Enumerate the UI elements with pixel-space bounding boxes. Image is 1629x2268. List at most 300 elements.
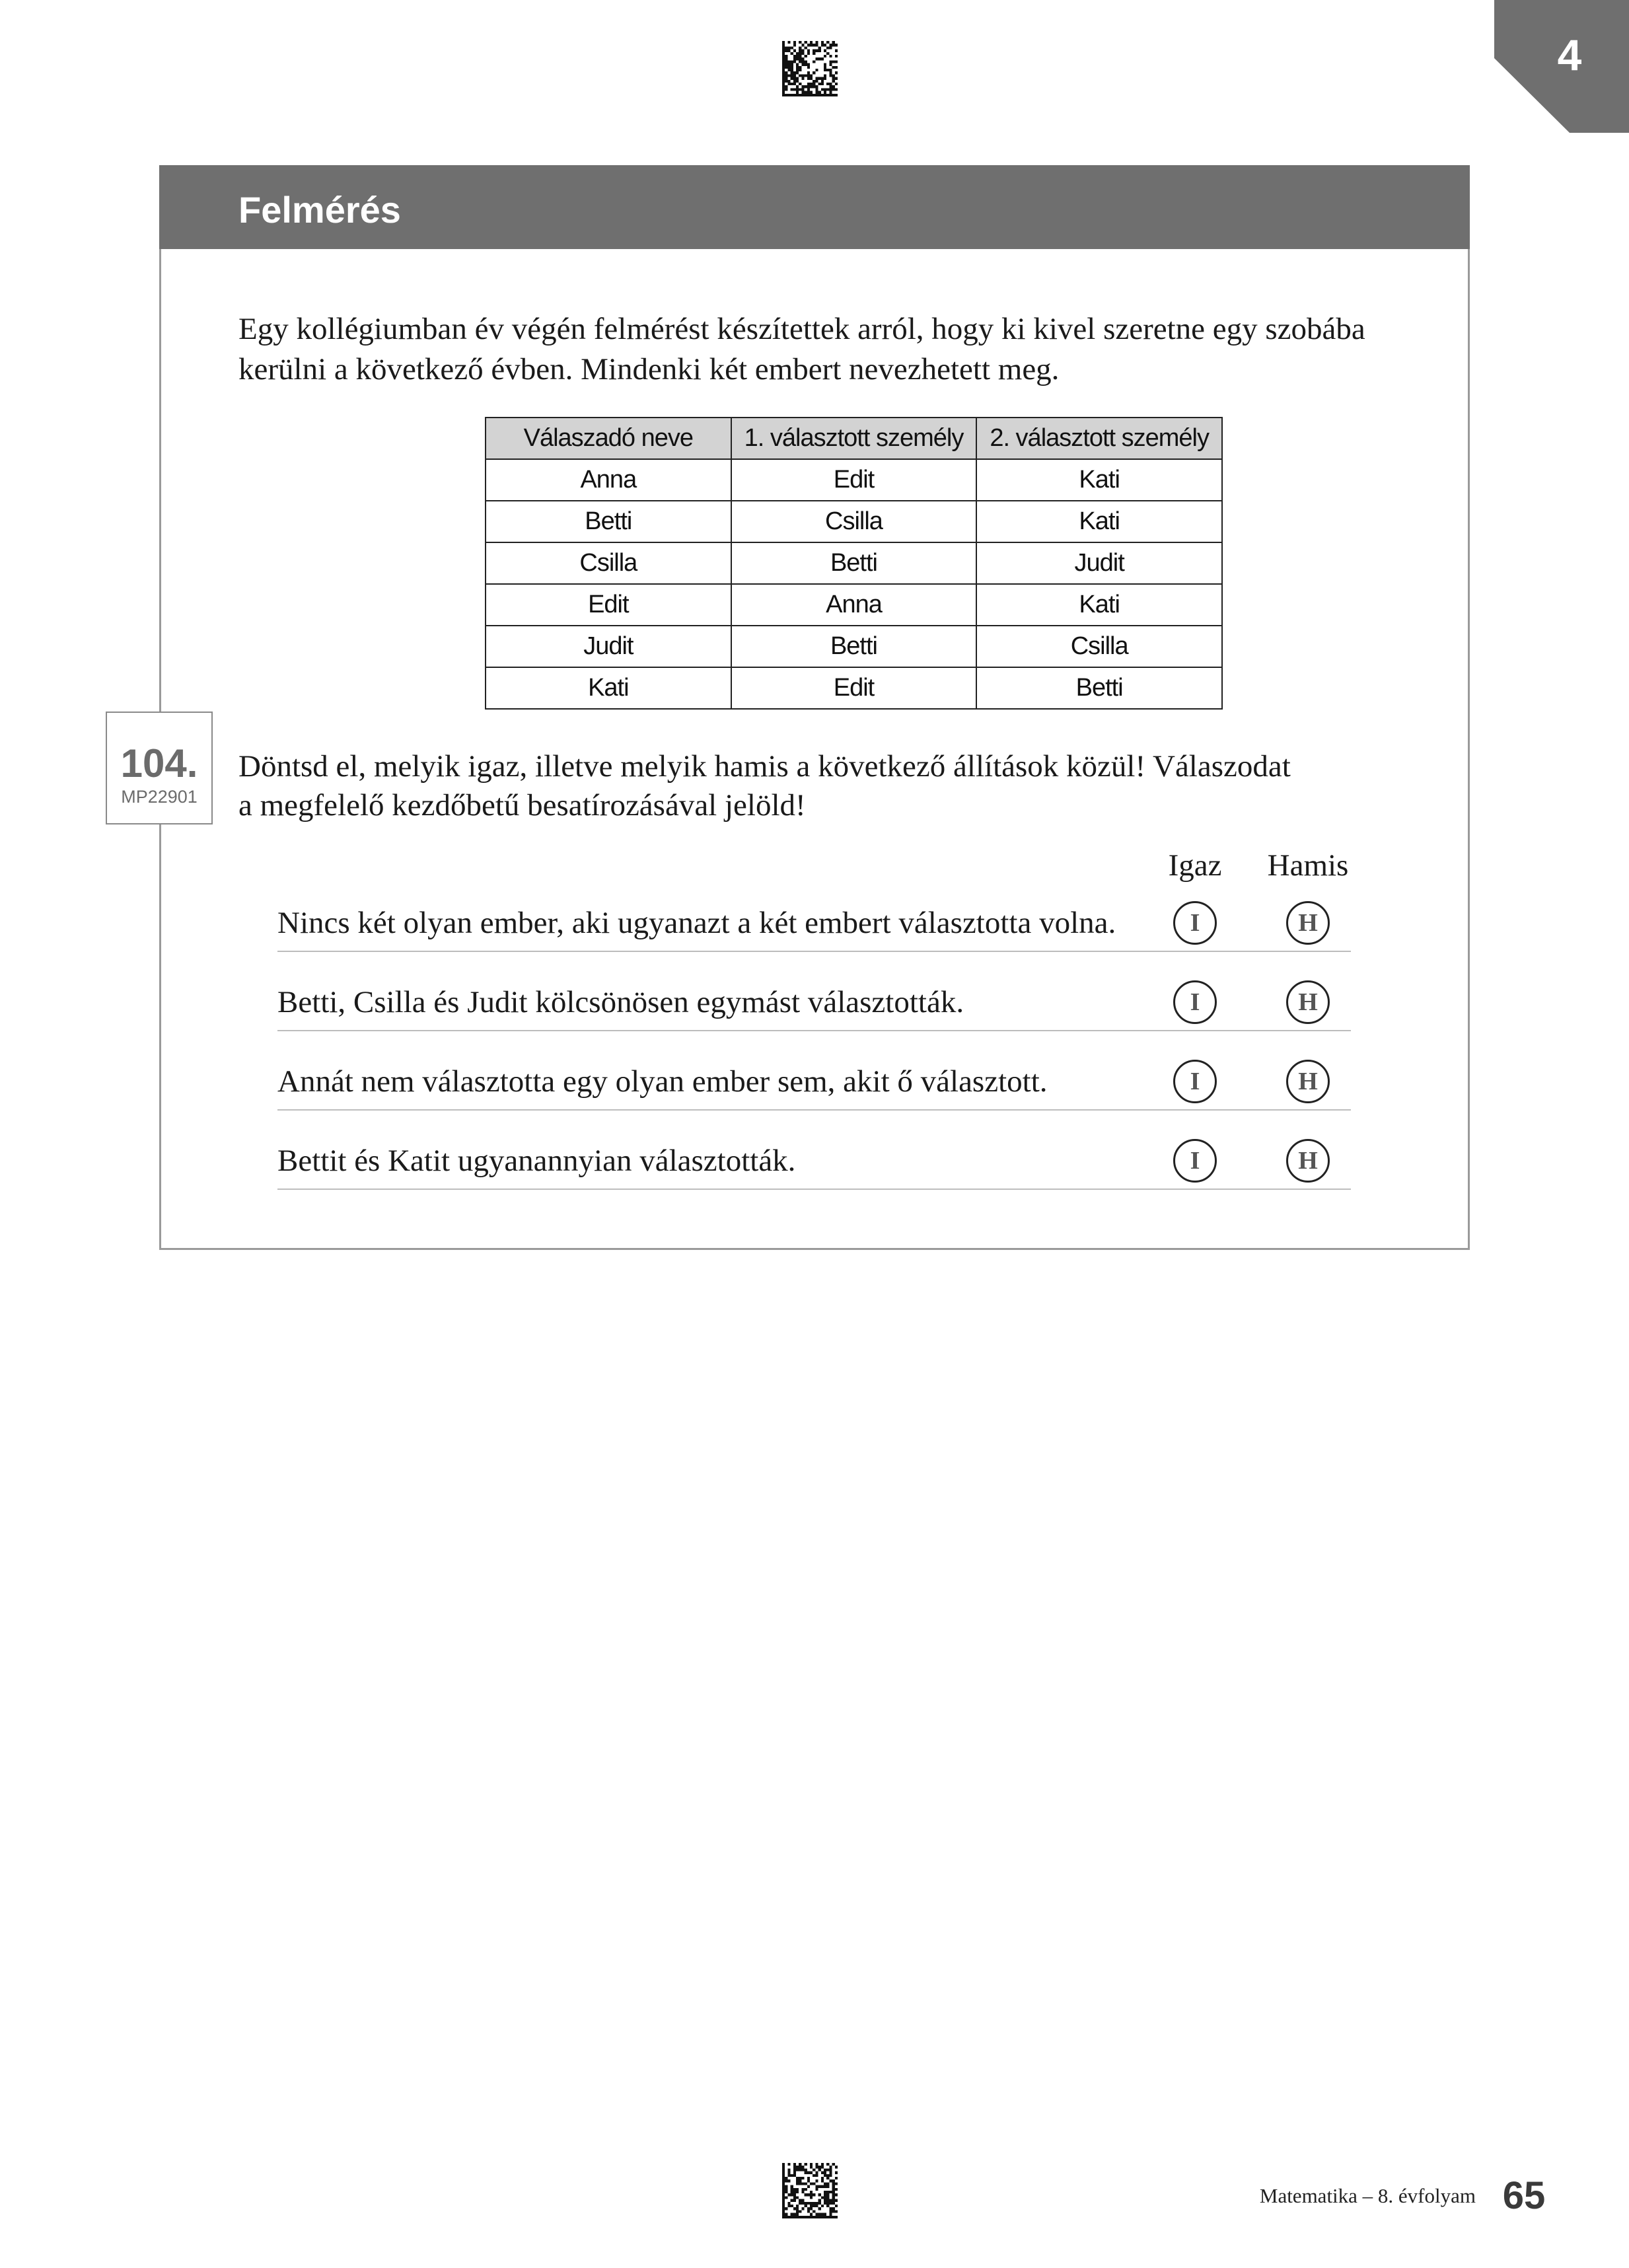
- matrix-module: [835, 2210, 838, 2213]
- datamatrix-graphic: [782, 2163, 838, 2218]
- matrix-module: [785, 63, 787, 66]
- matrix-module: [807, 52, 810, 55]
- matrix-module: [805, 2216, 807, 2218]
- matrix-module: [801, 2166, 804, 2168]
- matrix-module: [829, 2191, 832, 2193]
- matrix-module: [793, 2216, 796, 2218]
- matrix-module: [826, 2163, 829, 2166]
- matrix-module: [791, 71, 793, 74]
- matrix-module: [782, 2179, 785, 2182]
- table-cell: Kati: [486, 667, 731, 709]
- matrix-module: [807, 66, 810, 69]
- matrix-module: [782, 46, 785, 49]
- matrix-module: [821, 2177, 824, 2179]
- matrix-module: [821, 2172, 824, 2174]
- matrix-module: [801, 2188, 804, 2191]
- matrix-module: [782, 2168, 785, 2171]
- matrix-module: [801, 2191, 804, 2193]
- matrix-module: [782, 71, 785, 74]
- matrix-module: [826, 88, 829, 91]
- matrix-module: [829, 2174, 832, 2177]
- matrix-module: [821, 2196, 824, 2199]
- table-cell: Kati: [976, 584, 1222, 626]
- matrix-module: [785, 2185, 787, 2188]
- matrix-module: [807, 2216, 810, 2218]
- matrix-module: [835, 2205, 838, 2207]
- matrix-module: [829, 85, 832, 88]
- matrix-module: [824, 2182, 826, 2185]
- matrix-module: [824, 69, 826, 71]
- matrix-module: [818, 46, 821, 49]
- matrix-module: [829, 74, 832, 77]
- table-cell: Edit: [731, 667, 977, 709]
- matrix-module: [815, 80, 818, 83]
- matrix-module: [801, 2202, 804, 2205]
- matrix-module: [835, 2193, 838, 2196]
- false-option-letter: H: [1298, 909, 1318, 937]
- matrix-module: [815, 41, 818, 44]
- matrix-module: [818, 83, 821, 85]
- matrix-module: [787, 80, 790, 83]
- matrix-module: [818, 94, 821, 96]
- true-option-letter: I: [1190, 1147, 1200, 1175]
- matrix-module: [785, 2179, 787, 2182]
- matrix-module: [815, 2185, 818, 2188]
- matrix-module: [782, 2191, 785, 2193]
- matrix-module: [807, 2177, 810, 2179]
- table-cell: Betti: [731, 626, 977, 667]
- matrix-module: [799, 57, 801, 60]
- matrix-module: [785, 88, 787, 91]
- matrix-module: [832, 44, 835, 46]
- matrix-module: [796, 63, 799, 66]
- matrix-module: [801, 91, 804, 94]
- matrix-module: [805, 2202, 807, 2205]
- true-option-bubble[interactable]: [1173, 980, 1217, 1024]
- matrix-module: [829, 2213, 832, 2216]
- matrix-module: [807, 2179, 810, 2182]
- matrix-module: [799, 2199, 801, 2202]
- matrix-module: [799, 60, 801, 63]
- matrix-module: [796, 80, 799, 83]
- matrix-module: [813, 50, 815, 52]
- false-option-bubble[interactable]: [1286, 980, 1330, 1024]
- matrix-module: [782, 63, 785, 66]
- matrix-module: [810, 85, 813, 88]
- datamatrix-code-bottom: [782, 2163, 838, 2218]
- matrix-module: [807, 83, 810, 85]
- matrix-module: [821, 94, 824, 96]
- matrix-module: [801, 74, 804, 77]
- true-option-letter: I: [1190, 988, 1200, 1016]
- matrix-module: [807, 77, 810, 80]
- matrix-module: [826, 2185, 829, 2188]
- matrix-module: [815, 2188, 818, 2191]
- statement-text: Annát nem választotta egy olyan ember sem, akit ő választott.: [277, 1064, 1048, 1099]
- matrix-module: [793, 2196, 796, 2199]
- matrix-module: [835, 2199, 838, 2202]
- matrix-module: [835, 44, 838, 46]
- matrix-module: [815, 77, 818, 80]
- matrix-module: [835, 83, 838, 85]
- matrix-module: [782, 2174, 785, 2177]
- matrix-module: [824, 55, 826, 57]
- matrix-module: [791, 60, 793, 63]
- matrix-module: [782, 50, 785, 52]
- false-option-letter: H: [1298, 1147, 1318, 1175]
- matrix-module: [799, 94, 801, 96]
- matrix-module: [805, 2182, 807, 2185]
- matrix-module: [821, 2163, 824, 2166]
- matrix-module: [821, 41, 824, 44]
- matrix-module: [813, 85, 815, 88]
- matrix-module: [832, 2207, 835, 2210]
- column-header: Válaszadó neve: [486, 418, 731, 459]
- matrix-module: [829, 2168, 832, 2171]
- true-option-bubble[interactable]: [1173, 1060, 1217, 1103]
- matrix-module: [787, 2174, 790, 2177]
- matrix-module: [807, 44, 810, 46]
- false-option-bubble[interactable]: [1286, 901, 1330, 945]
- matrix-module: [815, 91, 818, 94]
- matrix-module: [782, 2207, 785, 2210]
- matrix-module: [805, 2188, 807, 2191]
- matrix-module: [785, 2188, 787, 2191]
- matrix-module: [821, 44, 824, 46]
- statement-text: Nincs két olyan ember, aki ugyanazt a két embert választotta volna.: [277, 906, 1116, 940]
- matrix-module: [835, 88, 838, 91]
- matrix-module: [785, 55, 787, 57]
- matrix-module: [807, 2207, 810, 2210]
- matrix-module: [787, 2216, 790, 2218]
- matrix-module: [824, 74, 826, 77]
- matrix-module: [826, 2191, 829, 2193]
- matrix-module: [835, 50, 838, 52]
- true-option-bubble[interactable]: [1173, 1139, 1217, 1183]
- matrix-module: [791, 77, 793, 80]
- matrix-module: [801, 44, 804, 46]
- column-header: 2. választott személy: [976, 418, 1222, 459]
- statement-row: [277, 1111, 1351, 1190]
- matrix-module: [810, 2216, 813, 2218]
- matrix-module: [796, 66, 799, 69]
- question-number-box: [106, 712, 213, 824]
- matrix-module: [807, 2210, 810, 2213]
- matrix-module: [826, 46, 829, 49]
- matrix-module: [835, 60, 838, 63]
- matrix-module: [807, 91, 810, 94]
- statement-row: [277, 873, 1351, 952]
- matrix-module: [791, 2205, 793, 2207]
- matrix-module: [782, 55, 785, 57]
- matrix-module: [815, 2163, 818, 2166]
- matrix-module: [810, 44, 813, 46]
- matrix-module: [787, 2205, 790, 2207]
- false-option-bubble[interactable]: [1286, 1139, 1330, 1183]
- matrix-module: [813, 2205, 815, 2207]
- matrix-module: [799, 2202, 801, 2205]
- matrix-module: [810, 2202, 813, 2205]
- matrix-module: [824, 2174, 826, 2177]
- matrix-module: [824, 2193, 826, 2196]
- table-row: [486, 501, 1222, 542]
- matrix-module: [829, 2166, 832, 2168]
- table-header-row: [486, 418, 1222, 459]
- table-row: [486, 667, 1222, 709]
- matrix-module: [787, 66, 790, 69]
- matrix-module: [832, 2193, 835, 2196]
- matrix-module: [782, 80, 785, 83]
- matrix-module: [785, 66, 787, 69]
- matrix-module: [821, 2179, 824, 2182]
- matrix-module: [805, 60, 807, 63]
- matrix-module: [801, 2182, 804, 2185]
- matrix-module: [787, 2172, 790, 2174]
- matrix-module: [829, 2199, 832, 2202]
- matrix-module: [824, 91, 826, 94]
- false-option-letter: H: [1298, 1068, 1318, 1095]
- matrix-module: [832, 2182, 835, 2185]
- matrix-module: [824, 94, 826, 96]
- matrix-module: [829, 2210, 832, 2213]
- matrix-module: [799, 2216, 801, 2218]
- matrix-module: [796, 2177, 799, 2179]
- matrix-module: [791, 2185, 793, 2188]
- matrix-module: [807, 74, 810, 77]
- matrix-module: [832, 74, 835, 77]
- matrix-module: [813, 2210, 815, 2213]
- matrix-module: [832, 2210, 835, 2213]
- table-cell: Kati: [976, 501, 1222, 542]
- matrix-module: [824, 2191, 826, 2193]
- matrix-module: [796, 77, 799, 80]
- matrix-module: [782, 57, 785, 60]
- matrix-module: [807, 2202, 810, 2205]
- matrix-module: [810, 94, 813, 96]
- true-option-bubble[interactable]: [1173, 901, 1217, 945]
- matrix-module: [818, 57, 821, 60]
- table-cell: Edit: [731, 459, 977, 501]
- matrix-module: [782, 44, 785, 46]
- matrix-module: [826, 52, 829, 55]
- matrix-module: [826, 2193, 829, 2196]
- matrix-module: [799, 2182, 801, 2185]
- matrix-module: [782, 2163, 785, 2166]
- matrix-module: [787, 69, 790, 71]
- matrix-module: [782, 94, 785, 96]
- matrix-module: [826, 83, 829, 85]
- matrix-module: [787, 83, 790, 85]
- matrix-module: [832, 85, 835, 88]
- matrix-module: [782, 77, 785, 80]
- matrix-module: [796, 57, 799, 60]
- table-cell: Csilla: [731, 501, 977, 542]
- matrix-module: [810, 41, 813, 44]
- matrix-module: [805, 2205, 807, 2207]
- matrix-module: [813, 80, 815, 83]
- matrix-module: [782, 2193, 785, 2196]
- matrix-module: [787, 63, 790, 66]
- matrix-module: [832, 2163, 835, 2166]
- question-number: 104.: [120, 741, 198, 786]
- matrix-module: [829, 2207, 832, 2210]
- matrix-module: [787, 2163, 790, 2166]
- matrix-module: [826, 2205, 829, 2207]
- intro-paragraph: [238, 309, 1365, 390]
- matrix-module: [815, 69, 818, 71]
- matrix-module: [793, 2199, 796, 2202]
- matrix-module: [805, 55, 807, 57]
- matrix-module: [824, 88, 826, 91]
- matrix-module: [801, 77, 804, 80]
- matrix-module: [810, 2207, 813, 2210]
- intro-line: kerülni a következő évben. Mindenki két embert nevezhetett meg.: [238, 352, 1060, 386]
- matrix-module: [815, 2166, 818, 2168]
- matrix-module: [826, 2202, 829, 2205]
- matrix-module: [824, 2199, 826, 2202]
- matrix-module: [785, 2213, 787, 2216]
- matrix-module: [832, 2216, 835, 2218]
- matrix-module: [813, 2182, 815, 2185]
- matrix-module: [793, 2172, 796, 2174]
- matrix-module: [824, 2172, 826, 2174]
- matrix-module: [835, 77, 838, 80]
- matrix-module: [824, 63, 826, 66]
- table-cell: Csilla: [976, 626, 1222, 667]
- matrix-module: [818, 2202, 821, 2205]
- matrix-module: [799, 46, 801, 49]
- matrix-module: [829, 94, 832, 96]
- matrix-module: [801, 2199, 804, 2202]
- matrix-module: [782, 2185, 785, 2188]
- matrix-module: [832, 41, 835, 44]
- matrix-module: [805, 2168, 807, 2171]
- task-instruction: [238, 747, 1291, 825]
- matrix-module: [813, 2216, 815, 2218]
- false-option-bubble[interactable]: [1286, 1060, 1330, 1103]
- page-number: 65: [1502, 2174, 1546, 2217]
- matrix-module: [824, 66, 826, 69]
- matrix-module: [813, 60, 815, 63]
- matrix-module: [815, 88, 818, 91]
- matrix-module: [807, 2193, 810, 2196]
- matrix-module: [796, 2207, 799, 2210]
- matrix-module: [796, 2188, 799, 2191]
- matrix-module: [815, 2205, 818, 2207]
- matrix-module: [796, 52, 799, 55]
- matrix-module: [815, 2174, 818, 2177]
- matrix-module: [810, 2205, 813, 2207]
- matrix-module: [821, 2185, 824, 2188]
- matrix-module: [813, 2174, 815, 2177]
- matrix-module: [785, 2196, 787, 2199]
- matrix-module: [805, 2172, 807, 2174]
- matrix-module: [799, 2163, 801, 2166]
- matrix-module: [810, 83, 813, 85]
- matrix-module: [805, 41, 807, 44]
- matrix-module: [815, 2179, 818, 2182]
- matrix-module: [810, 2196, 813, 2199]
- matrix-module: [782, 2166, 785, 2168]
- matrix-module: [835, 2188, 838, 2191]
- matrix-module: [818, 91, 821, 94]
- matrix-module: [796, 94, 799, 96]
- section-title: Felmérés: [238, 189, 401, 231]
- matrix-module: [810, 2166, 813, 2168]
- matrix-module: [835, 94, 838, 96]
- matrix-module: [815, 94, 818, 96]
- matrix-module: [801, 2177, 804, 2179]
- matrix-module: [815, 44, 818, 46]
- matrix-module: [826, 2168, 829, 2171]
- matrix-module: [818, 50, 821, 52]
- matrix-module: [801, 2207, 804, 2210]
- matrix-module: [826, 2196, 829, 2199]
- matrix-module: [821, 83, 824, 85]
- statement-row: [277, 1031, 1351, 1111]
- matrix-module: [807, 88, 810, 91]
- matrix-module: [821, 2166, 824, 2168]
- matrix-module: [782, 66, 785, 69]
- matrix-module: [835, 66, 838, 69]
- matrix-module: [807, 2185, 810, 2188]
- matrix-module: [785, 71, 787, 74]
- matrix-module: [787, 2193, 790, 2196]
- matrix-module: [801, 60, 804, 63]
- matrix-module: [793, 50, 796, 52]
- table-cell: Betti: [976, 667, 1222, 709]
- matrix-module: [793, 60, 796, 63]
- statement-text: Betti, Csilla és Judit kölcsönösen egymást választották.: [277, 985, 964, 1019]
- matrix-module: [810, 2193, 813, 2196]
- table-row: [486, 584, 1222, 626]
- matrix-module: [813, 2168, 815, 2171]
- intro-line: Egy kollégiumban év végén felmérést készítettek arról, hogy ki kivel szeretne egy szobába: [238, 312, 1365, 346]
- datamatrix-code-top: [782, 41, 838, 96]
- column-header: 1. választott személy: [731, 418, 977, 459]
- matrix-module: [826, 94, 829, 96]
- matrix-module: [835, 55, 838, 57]
- matrix-module: [796, 2179, 799, 2182]
- matrix-module: [829, 2216, 832, 2218]
- chapter-number: 4: [1557, 30, 1582, 79]
- matrix-module: [818, 2168, 821, 2171]
- matrix-module: [813, 2193, 815, 2196]
- matrix-module: [785, 57, 787, 60]
- matrix-module: [832, 80, 835, 83]
- matrix-module: [826, 2199, 829, 2202]
- matrix-module: [799, 88, 801, 91]
- matrix-module: [829, 44, 832, 46]
- matrix-module: [835, 2166, 838, 2168]
- true-option-letter: I: [1190, 1068, 1200, 1095]
- matrix-module: [824, 2202, 826, 2205]
- matrix-module: [813, 83, 815, 85]
- instruction-line: Döntsd el, melyik igaz, illetve melyik hamis a következő állítások közül! Válaszodat: [238, 749, 1291, 784]
- matrix-module: [826, 2216, 829, 2218]
- table-cell: Edit: [486, 584, 731, 626]
- matrix-module: [785, 50, 787, 52]
- matrix-module: [793, 2163, 796, 2166]
- instruction-line: a megfelelő kezdőbetű besatírozásával jelöld!: [238, 788, 806, 823]
- matrix-module: [785, 60, 787, 63]
- matrix-module: [782, 2172, 785, 2174]
- matrix-module: [793, 41, 796, 44]
- matrix-module: [782, 2205, 785, 2207]
- matrix-module: [807, 63, 810, 66]
- matrix-module: [801, 2216, 804, 2218]
- matrix-module: [835, 2172, 838, 2174]
